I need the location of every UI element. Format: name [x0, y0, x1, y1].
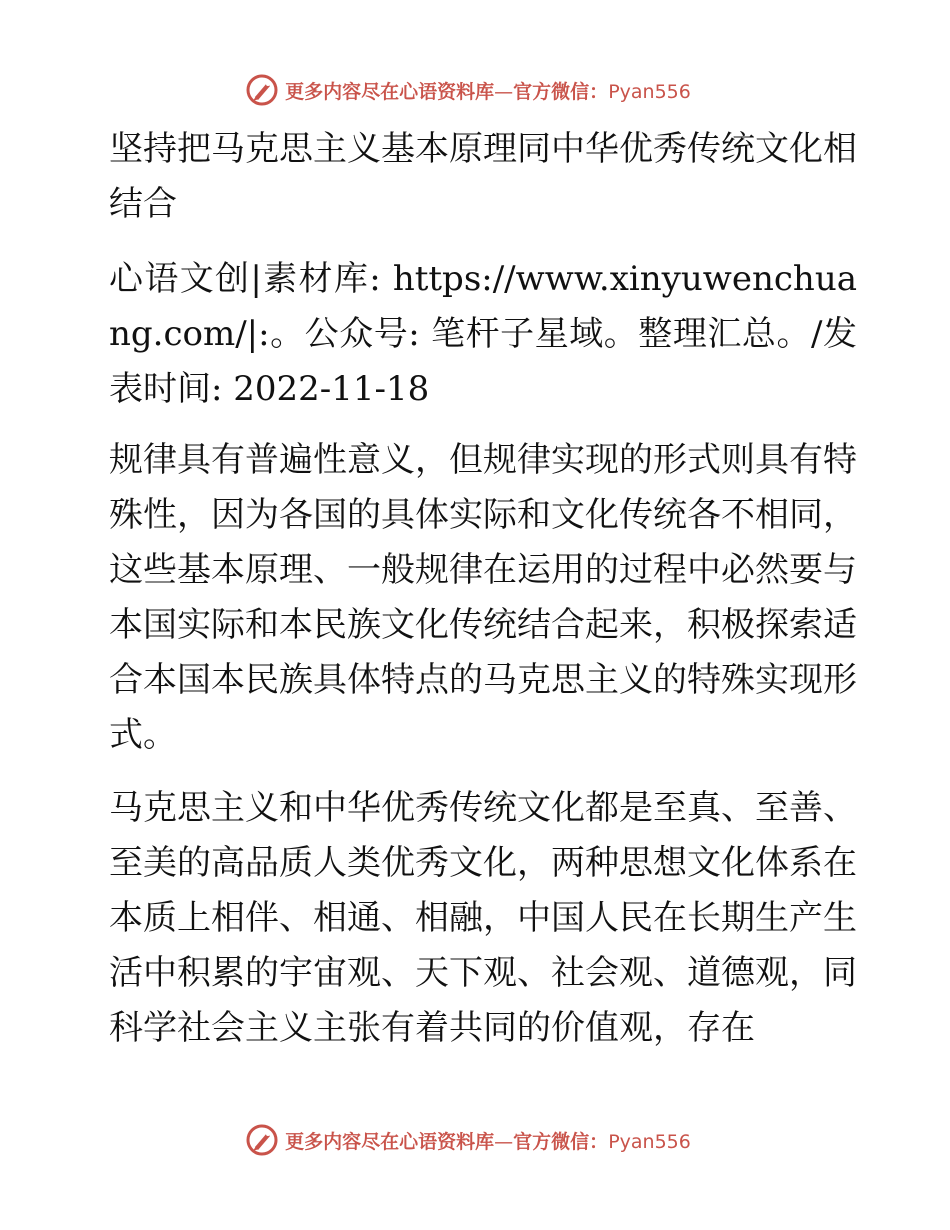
document-title: 坚持把马克思主义基本原理同中华优秀传统文化相结合 [109, 129, 857, 224]
pen-nib-logo-icon [245, 1123, 279, 1157]
footer-banner [0, 1120, 950, 1160]
source-line: 心语文创|素材库: https://www.xinyuwenchuang.com/|:。公众号: 笔杆子星域。整理汇总。/发表时间: 2022-11-18 [109, 259, 857, 409]
pen-nib-logo-icon [245, 73, 279, 107]
body-paragraph: 马克思主义和中华优秀传统文化都是至真、至善、至美的高品质人类优秀文化，两种思想文化体系在本质上相伴、相通、相融，中国人民在长期生产生活中积累的宇宙观、天下观、社会观、道德观，同科学社会主义主张有着共同的价值观，存在 [109, 788, 857, 1048]
banner-dash: — [494, 1130, 514, 1153]
document-body [97, 122, 857, 1074]
header-banner-text [285, 77, 691, 104]
banner-handle: Pyan556 [608, 1130, 691, 1153]
banner-official: 官方微信： [513, 1130, 609, 1153]
banner-dash: — [494, 80, 514, 103]
banner-brand: 更多内容尽在心语资料库 [285, 1130, 495, 1153]
body-paragraph: 规律具有普遍性意义，但规律实现的形式则具有特殊性，因为各国的具体实际和文化传统各不相同，这些基本原理、一般规律在运用的过程中必然要与本国实际和本民族文化传统结合起来，积极探索适合本国本民族具体特点的马克思主义的特殊实现形式。 [109, 440, 857, 755]
footer-banner-inner [245, 1123, 691, 1157]
footer-banner-text [285, 1127, 691, 1154]
banner-brand: 更多内容尽在心语资料库 [285, 80, 495, 103]
banner-handle: Pyan556 [608, 80, 691, 103]
header-banner [0, 70, 950, 110]
header-banner-inner [245, 73, 691, 107]
banner-official: 官方微信： [513, 80, 609, 103]
